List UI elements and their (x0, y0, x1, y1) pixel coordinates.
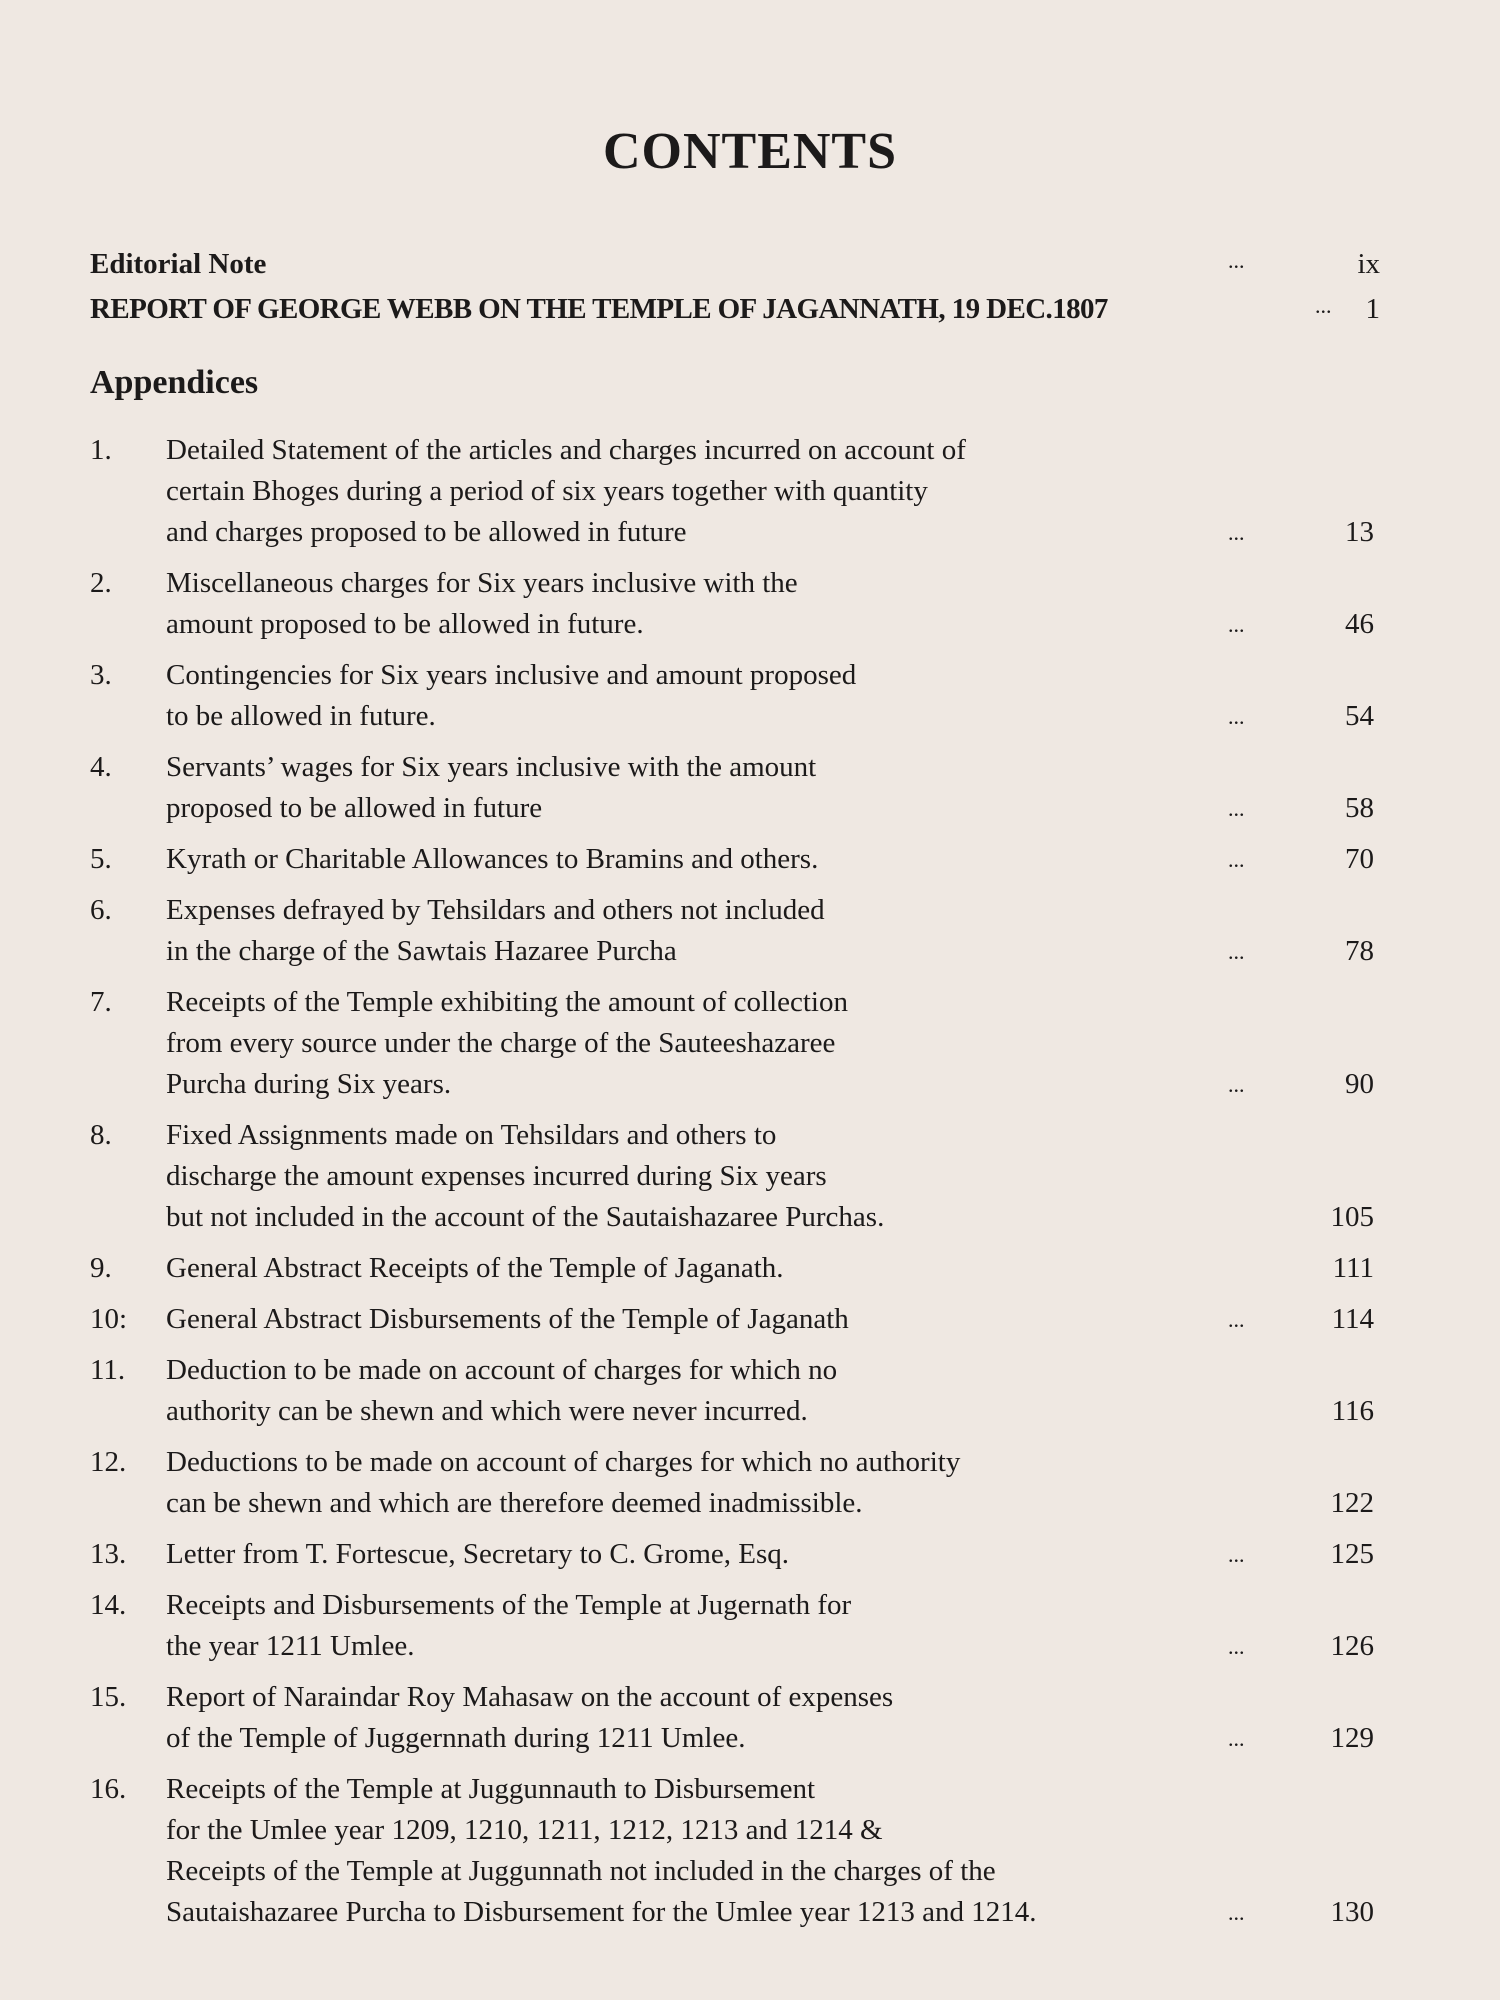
entry-title-line: Sautaishazaree Purcha to Disbursement for the Umlee year 1213 and 1214. (166, 1896, 1037, 1928)
dot-leader: ... (1228, 847, 1245, 872)
appendix-entry[interactable] (0, 1350, 1500, 1432)
entry-title-line: from every source under the charge of the Sauteeshazaree (166, 1027, 836, 1059)
entry-title (166, 1585, 1206, 1667)
appendices-heading: Appendices (90, 364, 259, 401)
entry-number: 3. (90, 659, 112, 691)
entry-title-line: Expenses defrayed by Tehsildars and others not included (166, 894, 825, 926)
entry-number: 2. (90, 567, 112, 599)
toc-entry-report[interactable] (90, 293, 1380, 333)
dot-leader: ... (1228, 612, 1245, 637)
page-number: 70 (1345, 843, 1374, 875)
entry-number: 8. (90, 1119, 112, 1151)
entry-title (166, 1350, 1206, 1432)
entry-title (166, 982, 1206, 1105)
entry-number: 9. (90, 1252, 112, 1284)
page-number: 129 (1330, 1722, 1374, 1754)
entry-title (166, 1442, 1206, 1524)
page-number: 116 (1331, 1395, 1374, 1427)
entry-title-line: discharge the amount expenses incurred during Six years (166, 1160, 827, 1192)
entry-title-line: of the Temple of Juggernnath during 1211 Umlee. (166, 1722, 746, 1754)
entry-title (166, 430, 1206, 553)
entry-title-line: Receipts and Disbursements of the Temple at Jugernath for (166, 1589, 852, 1621)
entry-title-line: Deductions to be made on account of charges for which no authority (166, 1446, 961, 1478)
entry-title (166, 1677, 1206, 1759)
page-number: 13 (1345, 516, 1374, 548)
entry-title-line: Receipts of the Temple at Juggunnath not included in the charges of the (166, 1855, 996, 1887)
entry-title-line: authority can be shewn and which were never incurred. (166, 1395, 808, 1427)
page-number: 78 (1345, 935, 1374, 967)
entry-title-line: Detailed Statement of the articles and charges incurred on account of (166, 434, 966, 466)
dot-leader: ... (1228, 796, 1245, 821)
entry-title-line: Kyrath or Charitable Allowances to Bramins and others. (166, 843, 819, 875)
entry-number: 7. (90, 986, 112, 1018)
entry-title-line: can be shewn and which are therefore deemed inadmissible. (166, 1487, 863, 1519)
entry-title: Editorial Note (90, 248, 267, 280)
entry-title-line: Receipts of the Temple exhibiting the amount of collection (166, 986, 848, 1018)
dot-leader: ... (1228, 1307, 1245, 1332)
page-number: 111 (1332, 1252, 1374, 1284)
entry-title-line: Fixed Assignments made on Tehsildars and others to (166, 1119, 777, 1151)
appendix-entry[interactable] (0, 890, 1500, 972)
entry-title-line: Miscellaneous charges for Six years inclusive with the (166, 567, 798, 599)
entry-title-line: Deduction to be made on account of charges for which no (166, 1354, 838, 1386)
entry-title-line: Purcha during Six years. (166, 1068, 452, 1100)
entry-number: 6. (90, 894, 112, 926)
entry-title-line: proposed to be allowed in future (166, 792, 543, 824)
entry-number: 5. (90, 843, 112, 875)
appendix-entry[interactable] (0, 430, 1500, 553)
entry-number: 16. (90, 1773, 127, 1805)
dot-leader: ... (1228, 520, 1245, 545)
appendices-list (0, 430, 1500, 1943)
page-number: 114 (1331, 1303, 1374, 1335)
dot-leader: ... (1315, 293, 1332, 318)
entry-title-line: Contingencies for Six years inclusive and amount proposed (166, 659, 857, 691)
page-number: 46 (1345, 608, 1374, 640)
entry-title (166, 1115, 1206, 1238)
entry-title (166, 563, 1206, 645)
appendix-entry[interactable] (0, 1769, 1500, 1933)
entry-number: 10: (90, 1303, 128, 1335)
appendix-entry[interactable] (0, 1442, 1500, 1524)
dot-leader: ... (1228, 1726, 1245, 1751)
entry-title (166, 747, 1206, 829)
appendix-entry[interactable] (0, 747, 1500, 829)
appendix-entry[interactable] (0, 1115, 1500, 1238)
appendix-entry[interactable] (0, 1677, 1500, 1759)
page-number: 90 (1345, 1068, 1374, 1100)
appendix-entry[interactable] (0, 1534, 1500, 1575)
entry-title-line: and charges proposed to be allowed in future (166, 516, 687, 548)
entry-number: 11. (90, 1354, 126, 1386)
page-number: 126 (1330, 1630, 1374, 1662)
dot-leader: ... (1228, 704, 1245, 729)
entry-number: 1. (90, 434, 112, 466)
entry-title (166, 1299, 1206, 1340)
entry-title (166, 1769, 1206, 1933)
dot-leader: ... (1228, 1542, 1245, 1567)
entry-title-line: amount proposed to be allowed in future. (166, 608, 644, 640)
page-number: 130 (1330, 1896, 1374, 1928)
page-number: ix (1357, 248, 1380, 280)
appendix-entry[interactable] (0, 563, 1500, 645)
entry-title-line: certain Bhoges during a period of six years together with quantity (166, 475, 928, 507)
entry-title-line: Report of Naraindar Roy Mahasaw on the account of expenses (166, 1681, 894, 1713)
dot-leader: ... (1228, 1900, 1245, 1925)
entry-title-line: to be allowed in future. (166, 700, 436, 732)
page-number: 122 (1330, 1487, 1374, 1519)
entry-title-line: Servants’ wages for Six years inclusive with the amount (166, 751, 817, 783)
page-number: 1 (1365, 293, 1380, 325)
dot-leader: ... (1228, 248, 1245, 273)
entry-number: 15. (90, 1681, 127, 1713)
entry-title (166, 839, 1206, 880)
entry-title (166, 1248, 1206, 1289)
entry-title-line: Receipts of the Temple at Juggunnauth to Disbursement (166, 1773, 816, 1805)
dot-leader: ... (1228, 1072, 1245, 1097)
page-number: 105 (1330, 1201, 1374, 1233)
appendix-entry[interactable] (0, 1585, 1500, 1667)
page-number: 58 (1345, 792, 1374, 824)
entry-title-line: but not included in the account of the Sautaishazaree Purchas. (166, 1201, 885, 1233)
dot-leader: ... (1228, 1634, 1245, 1659)
entry-title-line: General Abstract Receipts of the Temple of Jaganath. (166, 1252, 784, 1284)
entry-title-line: in the charge of the Sawtais Hazaree Purcha (166, 935, 677, 967)
toc-entry-editorial-note[interactable] (90, 248, 1380, 288)
page-number: 125 (1330, 1538, 1374, 1570)
entry-number: 13. (90, 1538, 127, 1570)
dot-leader: ... (1228, 939, 1245, 964)
appendix-entry[interactable] (0, 982, 1500, 1105)
appendix-entry[interactable] (0, 1299, 1500, 1340)
page-number: 54 (1345, 700, 1374, 732)
entry-title-line: the year 1211 Umlee. (166, 1630, 415, 1662)
entry-number: 12. (90, 1446, 127, 1478)
entry-title: REPORT OF GEORGE WEBB ON THE TEMPLE OF JAGANNATH, 19 DEC.1807 (90, 293, 1108, 325)
entry-title (166, 1534, 1206, 1575)
entry-title-line: General Abstract Disbursements of the Temple of Jaganath (166, 1303, 849, 1335)
appendix-entry[interactable] (0, 839, 1500, 880)
page-title: CONTENTS (602, 123, 898, 180)
entry-title-line: Letter from T. Fortescue, Secretary to C. Grome, Esq. (166, 1538, 790, 1570)
entry-number: 4. (90, 751, 112, 783)
entry-title (166, 655, 1206, 737)
entry-title-line: for the Umlee year 1209, 1210, 1211, 1212, 1213 and 1214 & (166, 1814, 883, 1846)
entry-title (166, 890, 1206, 972)
appendix-entry[interactable] (0, 1248, 1500, 1289)
entry-number: 14. (90, 1589, 127, 1621)
appendix-entry[interactable] (0, 655, 1500, 737)
